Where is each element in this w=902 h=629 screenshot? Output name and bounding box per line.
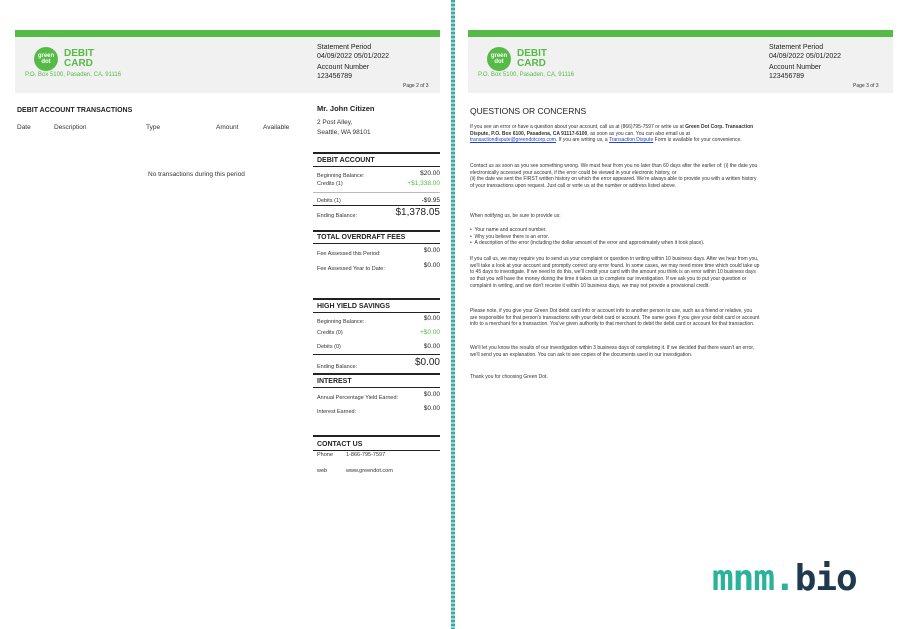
interest-title: INTEREST	[317, 378, 352, 385]
transactions-title: DEBIT ACCOUNT TRANSACTIONS	[17, 107, 133, 114]
savings-ending-label: Ending Balance:	[317, 364, 358, 370]
overdraft-period-label: Fee Assessed this Period:	[317, 251, 381, 257]
list-item: • A description of the error (including the dollar amount of the error and approximately when it took place).	[470, 240, 705, 247]
divider	[313, 312, 440, 313]
statement-info: Statement Period 04/09/2022 05/01/2022 Account Number 123456789	[769, 44, 842, 80]
col-amount: Amount	[216, 124, 239, 131]
savings-debits-value: $0.00	[423, 343, 440, 350]
interest-apy-value: $0.00	[423, 391, 440, 398]
paragraph-results: We'll let you know the results of our investigation within 3 business days of completing it. If we decided that there wasn't an error, we'll send you an explanation. You can ask to see copies of the documents used in our investigation.	[470, 345, 755, 358]
dispute-form-link[interactable]: Transaction Dispute	[608, 137, 654, 144]
debit-credits-value: +$1,338.00	[407, 180, 440, 187]
debit-debits-label: Debits (1)	[317, 198, 341, 204]
col-available: Available	[263, 124, 290, 131]
savings-ending-value: $0.00	[414, 357, 440, 368]
page-number: Page 3 of 3	[853, 83, 879, 89]
divider	[313, 298, 440, 300]
customer-city: Seattle, WA 98101	[317, 129, 371, 136]
overdraft-ytd-label: Fee Assessed Year to Date:	[317, 266, 385, 272]
statement-page-3	[455, 0, 902, 629]
savings-credits-label: Credits (0)	[317, 330, 343, 336]
divider	[313, 450, 440, 451]
divider	[313, 205, 440, 206]
contact-title: CONTACT US	[317, 441, 363, 448]
header-accent-bar	[468, 30, 893, 37]
interest-earned-value: $0.00	[423, 405, 440, 412]
overdraft-title: TOTAL OVERDRAFT FEES	[317, 234, 406, 241]
divider	[313, 192, 440, 193]
savings-debits-label: Debits (0)	[317, 344, 341, 350]
savings-credits-value: +$0.00	[419, 329, 440, 336]
debit-beginning-label: Beginning Balance:	[317, 173, 365, 179]
paragraph-timing: Contact us as soon as you see something wrong. We must hear from you no later than 60 days after the earlier of: (i) the date you electronically accessed your account, if the error could be viewed in your electronic history, or (ii) the date we sent the FIRST written history on which the error appeared. We're always able to provide you with a written history of your transactions upon request. Just call or write us at the number or address listed above.	[470, 163, 758, 190]
savings-beginning-label: Beginning Balance:	[317, 319, 365, 325]
statement-header	[468, 37, 893, 93]
green-dot-logo: green dot	[34, 47, 58, 71]
debit-beginning-value: $20.00	[420, 170, 440, 177]
overdraft-ytd-value: $0.00	[423, 262, 440, 269]
statement-header	[15, 37, 440, 93]
divider	[313, 230, 440, 232]
debit-account-title: DEBIT ACCOUNT	[317, 157, 375, 164]
savings-title: HIGH YIELD SAVINGS	[317, 303, 390, 310]
statement-info: Statement Period 04/09/2022 05/01/2022 Account Number 123456789	[317, 44, 390, 80]
header-accent-bar	[15, 30, 440, 37]
debit-ending-label: Ending Balance:	[317, 213, 358, 219]
col-date: Date	[17, 124, 31, 131]
col-type: Type	[146, 124, 161, 131]
list-item: • Your name and account number.	[470, 227, 547, 233]
paragraph-contact: If you see an error or have a question about your account, call us at (866)795-7597 or write us at Green Dot Corp. Transaction Dispute, P.O. Box 6100, Pasadena, CA 91117-6100, as soon as you can. You can also email us at transactiondispute@greendotcorp.com. If you are writing us, a Transaction Dispute Form is available for your convenience.	[470, 124, 754, 144]
page-number: Page 2 of 3	[403, 83, 429, 89]
questions-title: QUESTIONS OR CONCERNS	[470, 106, 587, 116]
brand-address: P.O. Box 5100, Pasaden, CA, 91116	[478, 72, 575, 78]
paragraph-responsibility: Please note, if you give your Green Dot debit card info or account info to another person to use, such as a friend or relative, you are responsible for that person's transactions with your debit card or account. The same goes if you give your debit card or account info to a merchant for a transaction. You've given authority to that merchant to debit the debit card or account for that transaction.	[470, 308, 760, 328]
divider	[313, 166, 440, 167]
interest-earned-label: Interest Earned:	[317, 409, 357, 415]
watermark-logo: mnm.bio	[712, 558, 857, 599]
paragraph-thanks: Thank you for choosing Green Dot.	[470, 374, 548, 380]
divider	[313, 373, 440, 375]
divider	[313, 243, 440, 244]
divider	[313, 354, 440, 355]
interest-apy-label: Annual Percentage Yield Earned:	[317, 395, 399, 401]
bullet-list	[470, 227, 760, 247]
contact-web-link[interactable]: www.greendot.com	[346, 468, 393, 474]
divider	[313, 152, 440, 154]
debit-credits-label: Credits (1)	[317, 181, 343, 187]
paragraph-investigation: If you call us, we may require you to send us your complaint or question in writing within 10 business days. After we hear from you, we'll take a look at your account and promptly correct any error found. In some cases, we may need more time which could take up to 45 days to investigate. If we need to do this, we'll credit your card with the amount you think is an error within 10 business days so that you will have the money during the time it takes us to complete our investigation. If we ask you to put your question or complaint in writing, and we don't receive it within 10 business days, we may not provide a provisional credit.	[470, 256, 760, 289]
divider	[313, 387, 440, 388]
no-transactions-message: No transactions during this period	[148, 171, 245, 178]
divider	[313, 435, 440, 437]
customer-street: 2 Post Alley,	[317, 119, 353, 126]
contact-phone-label: Phone	[317, 452, 333, 458]
debit-ending-value: $1,378.05	[395, 207, 440, 218]
overdraft-period-value: $0.00	[423, 247, 440, 254]
contact-phone-value[interactable]: 1-866-795-7597	[346, 452, 386, 458]
debit-debits-value: -$9.95	[421, 197, 440, 204]
green-dot-logo: green dot	[487, 47, 511, 71]
contact-web-label: web	[317, 468, 328, 474]
customer-name: Mr. John Citizen	[317, 104, 375, 113]
brand-name: DEBIT CARD	[517, 48, 547, 69]
brand-address: P.O. Box 5100, Pasaden, CA, 91116	[25, 72, 122, 78]
brand-name: DEBIT CARD	[64, 48, 94, 69]
paragraph-notify: When notifying us, be sure to provide us:	[470, 213, 561, 219]
list-item: • Why you believe there is an error.	[470, 233, 550, 240]
dispute-email-link[interactable]: transactiondispute@greendotcorp.com	[470, 137, 556, 144]
col-description: Description	[54, 124, 87, 131]
savings-beginning-value: $0.00	[423, 315, 440, 322]
